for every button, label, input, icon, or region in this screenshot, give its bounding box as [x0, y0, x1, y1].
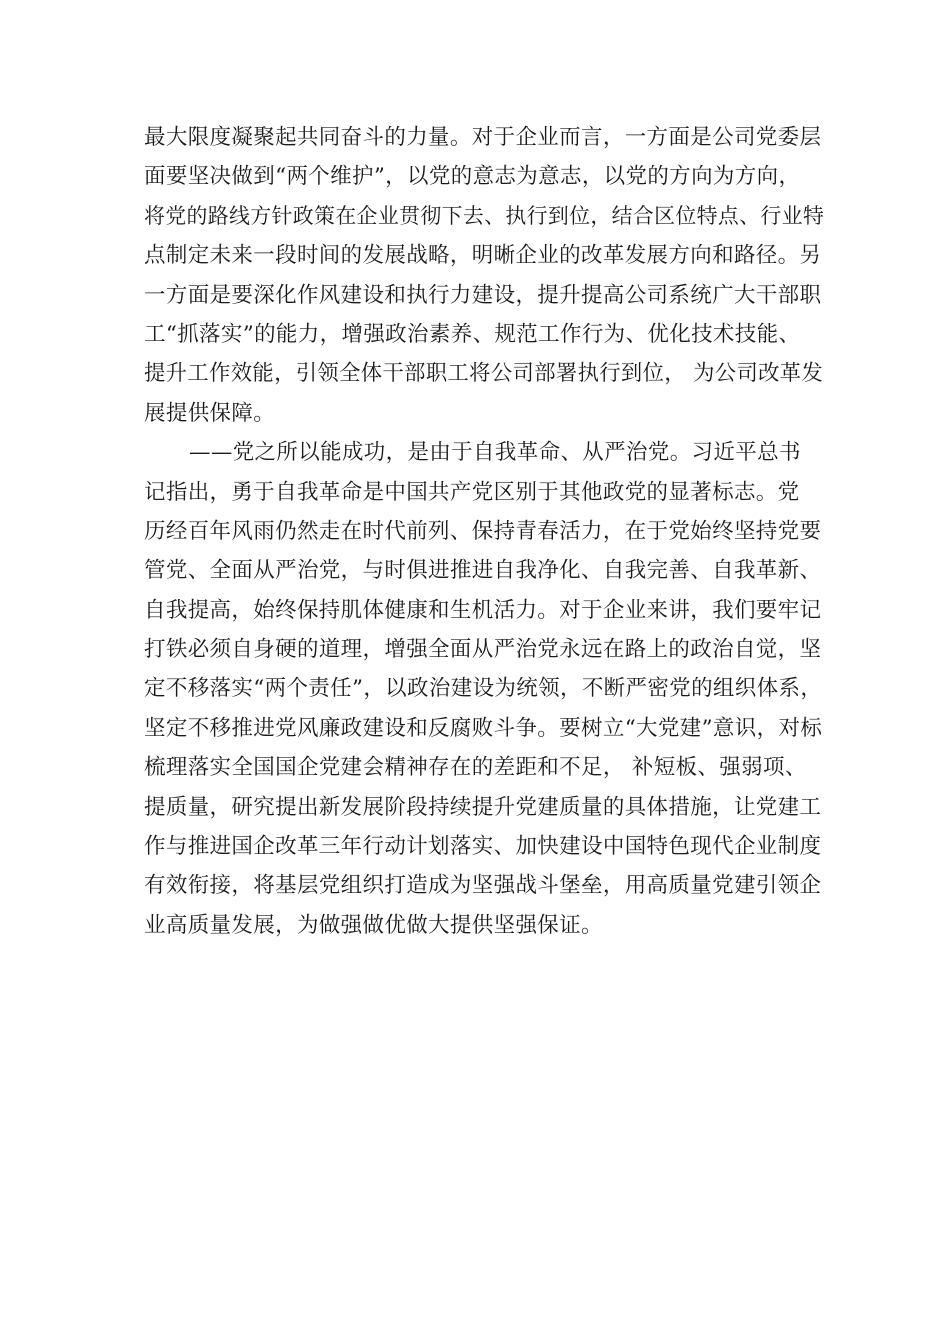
text-line: 历经百年风雨仍然走在时代前列、保持青春活力，在于党始终坚持党要 — [144, 518, 822, 544]
text-line: ——党之所以能成功，是由于自我革命、从严治党。习近平总书 — [189, 440, 801, 466]
paragraph-1 — [144, 118, 825, 433]
text-line: 打铁必须自身硬的道理，增强全面从严治党永远在路上的政治自觉，坚 — [144, 637, 822, 663]
text-line: 点制定未来一段时间的发展战略，明晰企业的改革发展方向和路径。另 — [144, 243, 822, 269]
text-line: 自我提高，始终保持肌体健康和生机活力。对于企业来讲，我们要牢记 — [144, 597, 822, 623]
text-line: 最大限度凝聚起共同奋斗的力量。对于企业而言，一方面是公司党委层 — [144, 125, 822, 150]
text-line: 坚定不移推进党风廉政建设和反腐败斗争。要树立“大党建”意识，对标 — [144, 715, 823, 741]
text-line: 管党、全面从严治党，与时俱进推进自我净化、自我完善、自我革新、 — [144, 558, 822, 584]
text-line: 工“抓落实”的能力，增强政治素养、规范工作行为、优化技术技能、 — [144, 321, 801, 347]
text-line: 有效衔接，将基层党组织打造成为坚强战斗堡垒，用高质量党建引领企 — [144, 873, 822, 899]
text-line: 展提供保障。 — [144, 400, 276, 426]
text-line: 定不移落实“两个责任”，以政治建设为统领，不断严密党的组织体系， — [144, 676, 823, 702]
text-line: 提质量，研究提出新发展阶段持续提升党建质量的具体措施，让党建工 — [144, 794, 822, 820]
text-line: 一方面是要深化作风建设和执行力建设，提升提高公司系统广大干部职 — [144, 282, 822, 308]
text-line: 将党的路线方针政策在企业贯彻下去、执行到位，结合区位特点、行业特 — [144, 203, 825, 228]
paragraph-2 — [144, 433, 823, 945]
text-line: 业高质量发展，为做强做优做大提供坚强保证。 — [144, 912, 603, 938]
document-page — [144, 118, 825, 945]
text-line: 梳理落实全国国企党建会精神存在的差距和不足， 补短板、强弱项、 — [144, 755, 807, 781]
text-line: 面要坚决做到“两个维护”，以党的意志为意志，以党的方向为方向， — [144, 164, 801, 190]
text-line: 提升工作效能，引领全体干部职工将公司部署执行到位， 为公司改革发 — [144, 361, 824, 387]
text-line: 作与推进国企改革三年行动计划落实、加快建设中国特色现代企业制度 — [144, 834, 822, 860]
text-line: 记指出，勇于自我革命是中国共产党区别于其他政党的显著标志。党 — [144, 479, 800, 505]
